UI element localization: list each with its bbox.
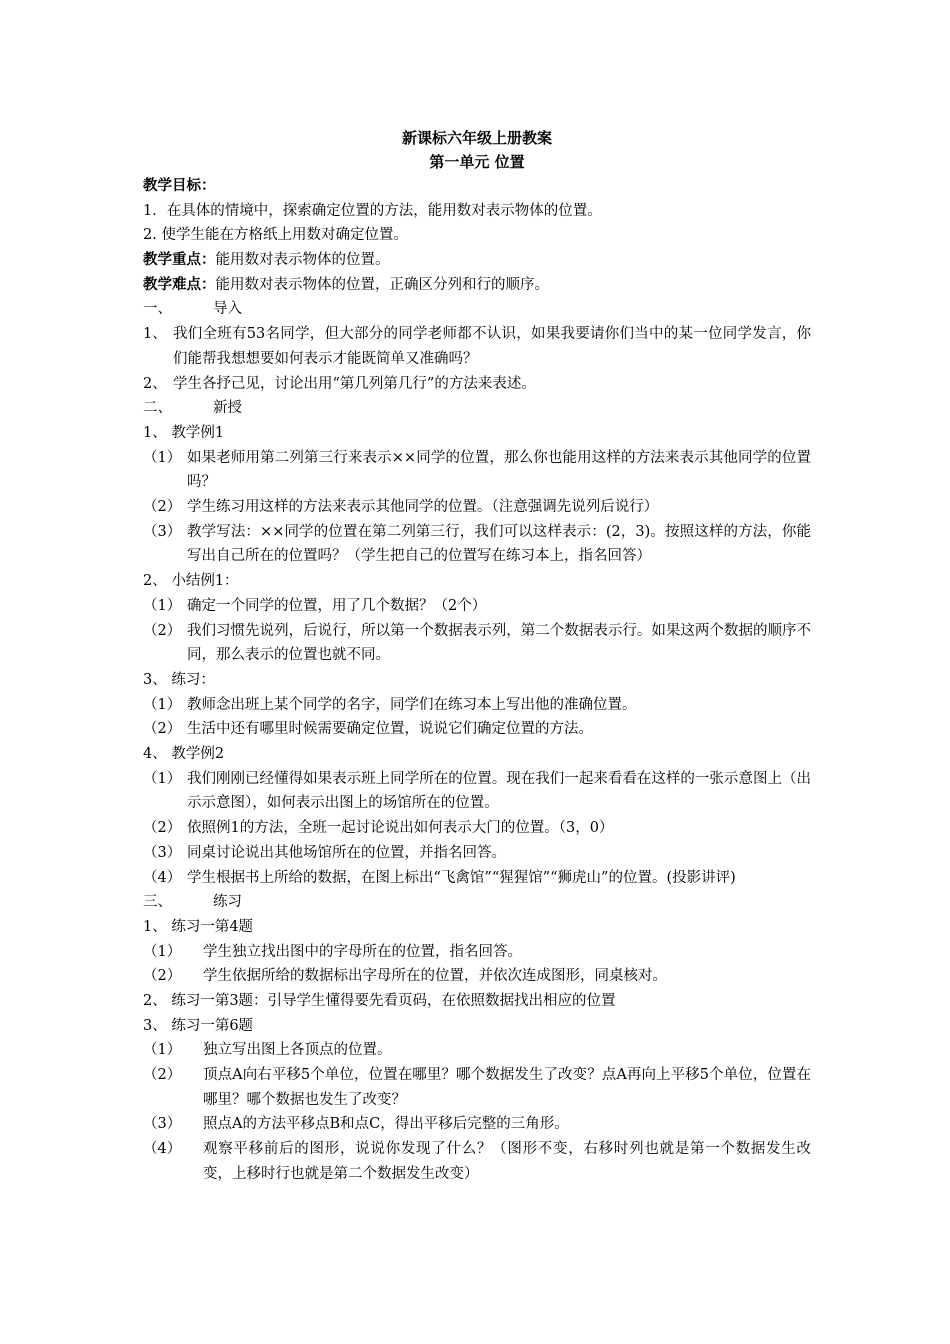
section-3-heading (143, 890, 811, 915)
difficulty (143, 273, 811, 298)
item-text: 照点A的方法平移点B和点C，得出平移后完整的三角形。 (203, 1116, 569, 1133)
item-text: 我们全班有53名同学，但大部分的同学老师都不认识，如果我要请你们当中的某一位同学发言，你们能帮我想想要如何表示才能既简单又准确吗？ (173, 326, 811, 367)
list-item (143, 1112, 811, 1137)
doc-title: 新课标六年级上册教案 (401, 129, 552, 147)
goal-1: 1．在具体的情境中，探索确定位置的方法，能用数对表示物体的位置。 (143, 202, 602, 219)
list-item (143, 693, 811, 718)
item-text: 教师念出班上某个同学的名字，同学们在练习本上写出他的准确位置。 (187, 696, 637, 713)
list-item (143, 1038, 811, 1063)
item-text: 学生独立找出图中的字母所在的位置，指名回答。 (203, 943, 522, 960)
item-number: （1） (143, 696, 182, 713)
subsection-heading: 1、 练习一第4题 (143, 918, 254, 935)
item-number: （3） (143, 523, 182, 540)
item-text: 独立写出图上各顶点的位置。 (203, 1042, 392, 1059)
section-title: 新授 (213, 400, 242, 417)
list-item (143, 841, 811, 866)
list-item (143, 866, 811, 891)
goal-2: 2. 使学生能在方格纸上用数对确定位置。 (143, 227, 408, 244)
section-number: 二、 (143, 400, 172, 417)
item-text: 依照例1的方法，全班一起讨论说出如何表示大门的位置。（3，0） (187, 820, 614, 837)
list-item (143, 964, 811, 989)
item-number: （2） (143, 499, 182, 516)
section-title: 导入 (213, 301, 242, 318)
item-text: 观察平移前后的图形，说说你发现了什么？（图形不变，右移时列也就是第一个数据发生改变，上移时行也就是第二个数据发生改变） (203, 1141, 811, 1182)
section-number: 三、 (143, 894, 172, 911)
diff-text: 能用数对表示物体的位置，正确区分列和行的顺序。 (215, 276, 549, 293)
item-number: （1） (143, 449, 182, 466)
item-text: 顶点A向右平移5个单位，位置在哪里？哪个数据发生了改变？点A再向上平移5个单位，位置在哪里？哪个数据也发生了改变？ (203, 1067, 811, 1108)
goals-heading: 教学目标： (143, 177, 216, 194)
list-item (143, 372, 811, 397)
item-text: 学生根据书上所给的数据，在图上标出“飞禽馆”“猩猩馆”“狮虎山”的位置。(投影讲评) (187, 869, 736, 886)
section-1-heading (143, 297, 811, 322)
item-text: 同桌讨论说出其他场馆所在的位置，并指名回答。 (187, 844, 506, 861)
item-number: （2） (143, 622, 182, 639)
key-text: 能用数对表示物体的位置。 (215, 252, 390, 269)
item-number: （4） (143, 869, 182, 886)
list-item (143, 717, 811, 742)
item-number: （1） (143, 597, 182, 614)
list-item (143, 594, 811, 619)
section-2-heading (143, 396, 811, 421)
subsection-heading: 2、 小结例1： (143, 573, 239, 590)
item-number: （2） (143, 1067, 182, 1084)
subsection-heading: 3、 练习一第6题 (143, 1017, 254, 1034)
subsection-heading: 4、 教学例2 (143, 746, 225, 763)
item-text: 学生各抒己见，讨论出用“第几列第几行”的方法来表述。 (173, 375, 536, 392)
item-number: （2） (143, 968, 182, 985)
item-text: 确定一个同学的位置，用了几个数据？（2个） (187, 597, 487, 614)
key-label: 教学重点： (143, 251, 216, 269)
list-item (143, 940, 811, 965)
item-text: 教学写法：××同学的位置在第二列第三行，我们可以这样表示：(2，3)。按照这样的方法，你能写出自己所在的位置吗？（学生把自己的位置写在练习本上，指名回答） (187, 523, 811, 565)
item-text: 学生练习用这样的方法来表示其他同学的位置。（注意强调先说列后说行） (187, 499, 659, 516)
list-item (143, 1137, 811, 1186)
item-text: 我们刚刚已经懂得如果表示班上同学所在的位置。现在我们一起来看看在这样的一张示意图上（出示示意图），如何表示出图上的场馆所在的位置。 (187, 770, 811, 812)
subsection-heading: 3、 练习： (143, 671, 215, 688)
subsection-heading: 1、 教学例1 (143, 424, 225, 441)
item-number: （2） (143, 820, 182, 837)
list-item (143, 1063, 811, 1112)
item-text: 学生依据所给的数据标出字母所在的位置，并依次连成图形，同桌核对。 (203, 968, 667, 985)
item-number: （3） (143, 844, 182, 861)
document-page (143, 126, 811, 1187)
subsection-heading: 2、 练习一第3题：引导学生懂得要先看页码，在依照数据找出相应的位置 (143, 993, 616, 1009)
item-number: （3） (143, 1116, 182, 1133)
item-number: （1） (143, 770, 182, 787)
item-text: 我们习惯先说列，后说行，所以第一个数据表示列，第二个数据表示行。如果这两个数据的顺序不同，那么表示的位置也就不同。 (187, 622, 811, 664)
item-text: 如果老师用第二列第三行来表示××同学的位置，那么你也能用这样的方法来表示其他同学的位置吗？ (187, 449, 811, 491)
key-point (143, 248, 811, 273)
item-number: （4） (143, 1141, 182, 1158)
list-item (143, 520, 811, 569)
item-number: （2） (143, 721, 182, 738)
item-number: 1、 (143, 326, 167, 343)
item-text: 生活中还有哪里时候需要确定位置，说说它们确定位置的方法。 (187, 721, 593, 738)
list-item (143, 322, 811, 371)
item-number: （1） (143, 1042, 182, 1059)
list-item (143, 619, 811, 668)
item-number: （1） (143, 943, 182, 960)
section-number: 一、 (143, 301, 172, 318)
list-item (143, 767, 811, 816)
list-item (143, 816, 811, 841)
item-number: 2、 (143, 375, 167, 392)
list-item (143, 495, 811, 520)
doc-subtitle: 第一单元 位置 (429, 153, 525, 171)
list-item (143, 446, 811, 495)
section-title: 练习 (213, 894, 242, 911)
diff-label: 教学难点： (143, 275, 216, 293)
